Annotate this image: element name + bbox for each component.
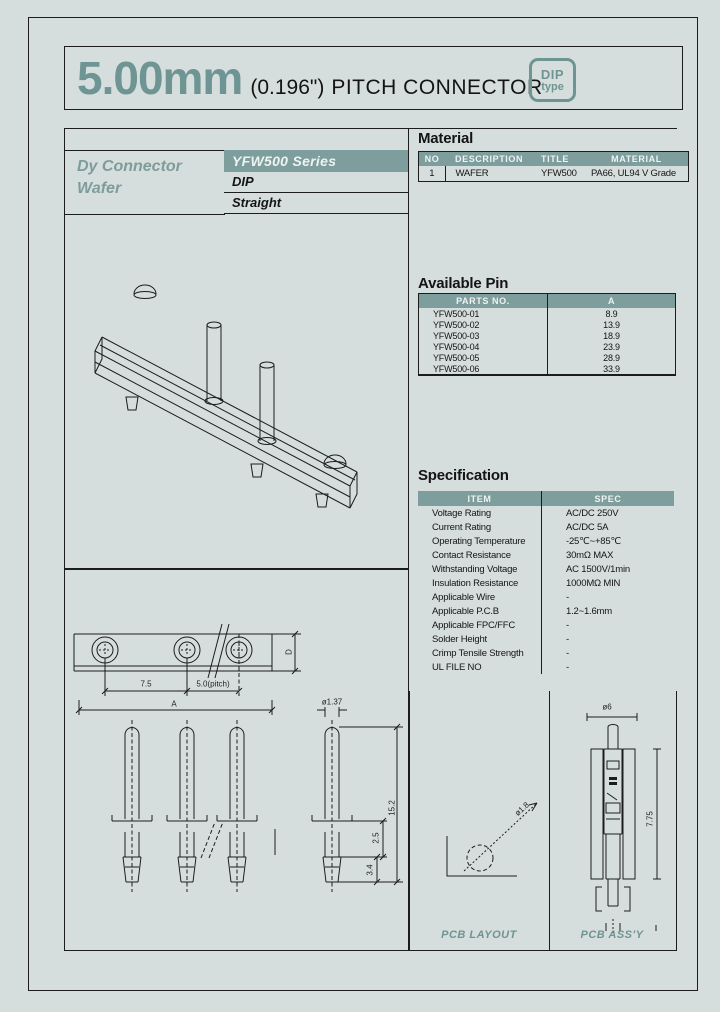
pcb-layout-drawing [447, 803, 537, 876]
column-header-material: MATERIAL [585, 152, 689, 167]
orientation: Straight [224, 193, 408, 214]
table-row [418, 548, 674, 562]
dim-label-pitch: 5.0(pitch) [196, 679, 230, 689]
table-cell: - [566, 647, 569, 659]
table-row [418, 632, 674, 646]
badge-dip-text: DIP [540, 66, 565, 82]
mount-type: DIP [224, 172, 408, 193]
column-header-spec: SPEC [542, 491, 675, 506]
column-header-description: DESCRIPTION [445, 152, 537, 167]
material-header-row [419, 152, 689, 167]
table-cell: YFW500-02 [419, 319, 548, 330]
table-cell: Contact Resistance [418, 548, 542, 562]
specification-heading: Specification [418, 467, 509, 484]
table-cell: 30mΩ MAX [566, 549, 614, 561]
table-cell: YFW500 [541, 168, 577, 179]
table-cell: Insulation Resistance [418, 576, 542, 590]
table-cell: PA66, UL94 V Grade [591, 168, 676, 179]
table-cell: Applicable FPC/FFC [418, 618, 542, 632]
table-row [418, 660, 674, 674]
pin-header-row [419, 294, 676, 309]
title-text: PITCH CONNECTOR [331, 76, 543, 99]
table-cell: 1.2~1.6mm [566, 605, 612, 617]
table-cell: YFW500-06 [419, 363, 548, 375]
dim-label-7-5: 7.5 [140, 679, 152, 689]
dim-label-a: A [171, 699, 177, 709]
column-header-a: A [548, 294, 676, 309]
product-name-line2: Wafer [77, 180, 122, 197]
table-cell: 23.9 [603, 341, 620, 352]
specification-table [418, 491, 674, 674]
dim-label-d: D [284, 649, 294, 655]
pcb-panels [409, 691, 677, 951]
spec-header-row [418, 491, 674, 506]
table-cell: Voltage Rating [418, 506, 542, 520]
table-cell: 13.9 [603, 319, 620, 330]
dim-label-2-5: 2.5 [371, 832, 381, 844]
pcb-layout-label: PCB LAYOUT [441, 929, 517, 941]
table-row [419, 166, 689, 182]
table-cell: AC 1500V/1min [566, 563, 630, 575]
table-cell: AC/DC 5A [566, 521, 609, 533]
table-cell: - [566, 633, 569, 645]
table-cell: Withstanding Voltage [418, 562, 542, 576]
table-cell: 33.9 [603, 363, 620, 374]
table-cell: YFW500-01 [419, 308, 548, 319]
table-cell: Solder Height [418, 632, 542, 646]
isometric-view-drawing [65, 129, 410, 570]
table-row [418, 618, 674, 632]
dim-label-15-2: 15.2 [387, 800, 397, 816]
column-header-no: NO [419, 152, 446, 167]
table-cell: Operating Temperature [418, 534, 542, 548]
dim-label-3-4: 3.4 [365, 864, 375, 876]
dimension-drawing-box [64, 569, 409, 951]
table-cell: - [566, 619, 569, 631]
table-cell: 8.9 [605, 308, 618, 319]
table-cell: WAFER [455, 168, 489, 179]
dim-label-hole-dia: ø1.8 [513, 800, 531, 818]
table-row [418, 590, 674, 604]
dim-label-o6: ø6 [602, 702, 612, 712]
table-row [419, 352, 676, 363]
dimension-drawing [65, 570, 408, 950]
table-row [418, 534, 674, 548]
table-cell: UL FILE NO [418, 660, 542, 674]
available-pin-table [418, 293, 676, 376]
table-row [419, 330, 676, 341]
table-row [418, 520, 674, 534]
dim-label-7-75: 7.75 [645, 811, 655, 827]
table-row [418, 576, 674, 590]
column-header-parts-no: PARTS NO. [419, 294, 548, 309]
material-heading: Material [418, 130, 474, 147]
front-view-pins [112, 720, 352, 892]
title-bar [64, 46, 683, 110]
table-cell: - [566, 661, 569, 673]
table-cell: 1 [419, 166, 446, 182]
table-row [419, 341, 676, 352]
series-title: YFW500 Series [224, 150, 408, 172]
product-name-line1: Dy Connector [77, 158, 182, 175]
table-row [419, 319, 676, 330]
sheet-border [28, 17, 698, 991]
dim-label-pin-dia: ø1.37 [321, 697, 343, 707]
dip-type-badge [529, 58, 576, 102]
table-row [418, 562, 674, 576]
table-row [418, 506, 674, 520]
table-cell: Crimp Tensile Strength [418, 646, 542, 660]
table-cell: Current Rating [418, 520, 542, 534]
table-row [419, 308, 676, 319]
badge-type-text: type [541, 80, 564, 93]
table-cell: 18.9 [603, 330, 620, 341]
available-pin-heading: Available Pin [418, 275, 509, 292]
table-cell: Applicable P.C.B [418, 604, 542, 618]
pcb-drawings [410, 691, 676, 949]
column-header-item: ITEM [418, 491, 542, 506]
table-row [418, 604, 674, 618]
divider [409, 128, 677, 129]
table-cell: YFW500-04 [419, 341, 548, 352]
table-cell: 1000MΩ MIN [566, 577, 621, 589]
table-cell: AC/DC 250V [566, 507, 619, 519]
table-cell: - [566, 591, 569, 603]
pcb-assy-label: PCB ASS'Y [580, 929, 644, 941]
pitch-size-text: 5.00mm [77, 52, 243, 104]
material-table [418, 151, 689, 182]
pitch-inch-text: (0.196") [250, 76, 325, 99]
column-header-title: TITLE [537, 152, 585, 167]
table-row [419, 363, 676, 375]
table-cell: 28.9 [603, 352, 620, 363]
table-cell: YFW500-03 [419, 330, 548, 341]
product-overview-box [64, 128, 409, 569]
table-row [418, 646, 674, 660]
table-cell: -25℃~+85℃ [566, 535, 621, 547]
table-cell: Applicable Wire [418, 590, 542, 604]
table-cell: YFW500-05 [419, 352, 548, 363]
